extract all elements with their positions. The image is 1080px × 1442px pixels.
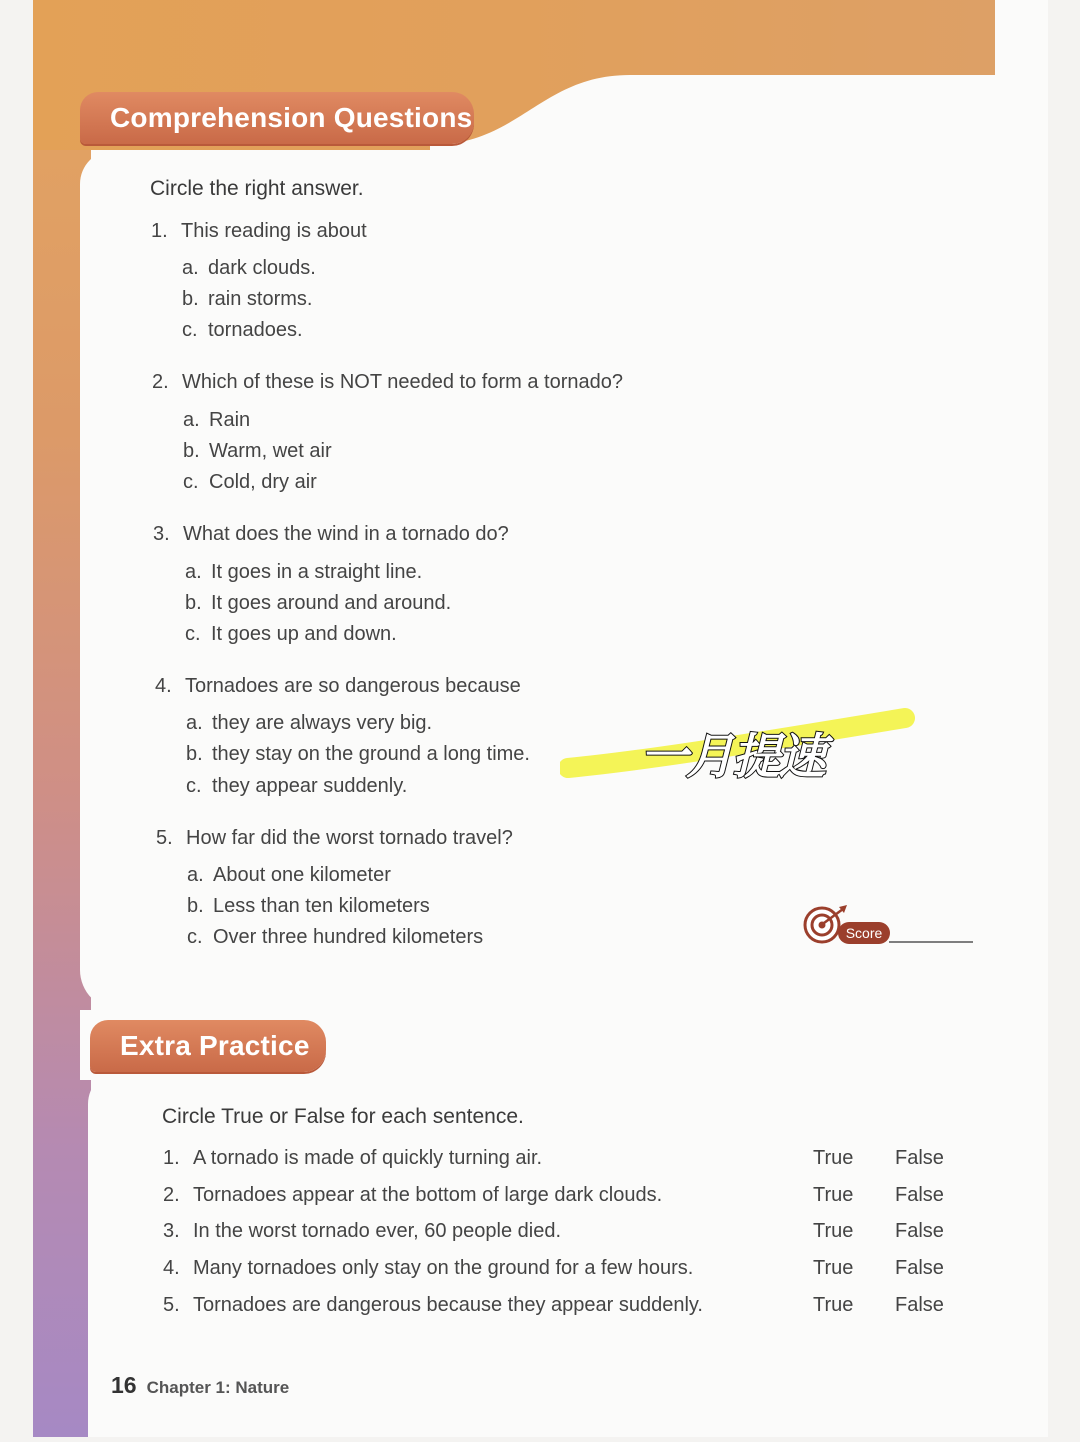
true-option[interactable]: True	[813, 1147, 854, 1169]
page-footer	[111, 1372, 289, 1399]
false-option[interactable]: False	[895, 1294, 944, 1316]
extra-practice-title: Extra Practice	[90, 1020, 326, 1072]
question-4-option-b[interactable]: b. they stay on the ground a long time.	[186, 743, 530, 765]
comprehension-instruction: Circle the right answer.	[150, 177, 364, 200]
true-option[interactable]: True	[813, 1294, 854, 1316]
extra-practice-instruction: Circle True or False for each sentence.	[162, 1105, 524, 1128]
question-1-option-c[interactable]: c. tornadoes.	[182, 319, 303, 341]
false-option[interactable]: False	[895, 1220, 944, 1242]
question-1-option-b[interactable]: b. rain storms.	[182, 288, 313, 310]
question-2-option-c[interactable]: c. Cold, dry air	[183, 471, 317, 493]
true-option[interactable]: True	[813, 1184, 854, 1206]
question-1-option-a[interactable]: a. dark clouds.	[182, 257, 316, 279]
question-3-option-c[interactable]: c. It goes up and down.	[185, 623, 397, 645]
watermark-text: 一月提速	[640, 729, 825, 785]
question-3: 3. What does the wind in a tornado do?	[153, 523, 509, 545]
question-1: 1. This reading is about	[151, 220, 367, 242]
question-5: 5. How far did the worst tornado travel?	[156, 827, 513, 849]
question-2: 2. Which of these is NOT needed to form a tornado?	[152, 371, 623, 393]
true-option[interactable]: True	[813, 1220, 854, 1242]
question-3-option-a[interactable]: a. It goes in a straight line.	[185, 561, 423, 583]
true-false-row-1: 1. A tornado is made of quickly turning air. True False	[163, 1147, 944, 1169]
comprehension-title: Comprehension Questions	[80, 92, 474, 144]
question-2-option-a[interactable]: a. Rain	[183, 409, 251, 431]
true-false-row-5: 5. Tornadoes are dangerous because they appear suddenly. True False	[163, 1294, 944, 1316]
question-2-option-b[interactable]: b. Warm, wet air	[183, 440, 332, 462]
false-option[interactable]: False	[895, 1147, 944, 1169]
question-3-option-b[interactable]: b. It goes around and around.	[185, 592, 452, 614]
true-option[interactable]: True	[813, 1257, 854, 1279]
page-number: 16	[111, 1372, 137, 1398]
score-target-icon	[803, 905, 978, 947]
question-5-option-b[interactable]: b. Less than ten kilometers	[187, 895, 430, 917]
question-4-option-a[interactable]: a. they are always very big.	[186, 712, 433, 734]
question-4-option-c[interactable]: c. they appear suddenly.	[186, 775, 408, 797]
header-curve	[430, 75, 995, 165]
question-5-option-c[interactable]: c. Over three hundred kilometers	[187, 926, 484, 948]
true-false-row-2: 2. Tornadoes appear at the bottom of large dark clouds. True False	[163, 1184, 944, 1206]
true-false-row-3: 3. In the worst tornado ever, 60 people died. True False	[163, 1220, 944, 1242]
chapter-label: Chapter 1: Nature	[146, 1378, 290, 1397]
question-4: 4. Tornadoes are so dangerous because	[155, 675, 521, 697]
question-5-option-a[interactable]: a. About one kilometer	[187, 864, 391, 886]
true-false-row-4: 4. Many tornadoes only stay on the ground for a few hours. True False	[163, 1257, 944, 1279]
false-option[interactable]: False	[895, 1184, 944, 1206]
false-option[interactable]: False	[895, 1257, 944, 1279]
score-label: Score	[838, 922, 890, 944]
